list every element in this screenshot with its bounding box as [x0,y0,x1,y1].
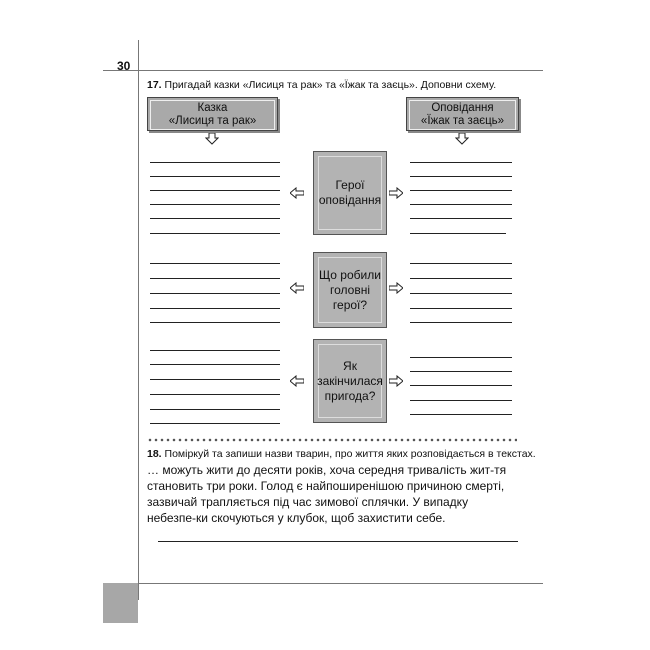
answer-line[interactable] [150,293,280,294]
answer-line[interactable] [150,379,280,380]
heroes-box [313,151,387,235]
task-18-text: Поміркуй та запиши назви тварин, про життя яких розповідається в текстах. [164,448,536,460]
down-arrow-icon [455,133,469,145]
answer-line[interactable] [150,176,280,177]
answer-line[interactable] [150,162,280,163]
footer-rule [138,583,543,584]
answer-line[interactable] [150,190,280,191]
ending-box [313,339,387,423]
answer-line[interactable] [150,423,280,424]
answer-line[interactable] [410,176,512,177]
task-18-paragraph: … можуть жити до десяти років, хоча середня тривалість жит-тя становить три роки. Голод є найпоширенішою причиною смерті, зазвичай трапляється під час зимової сплячки. У випадку небезпе-ки скочуються у клубок, щоб захистити себе. [147,463,507,525]
task-18-heading [147,448,536,460]
answer-line[interactable] [150,364,280,365]
right-title-line1: Оповідання [431,102,494,114]
left-title-box [147,97,278,131]
answer-line[interactable] [410,371,512,372]
answer-line[interactable] [410,357,512,358]
answer-line[interactable] [410,308,512,309]
answer-line[interactable] [150,350,280,351]
answer-line[interactable] [150,322,280,323]
page-number: 30 [117,59,131,73]
answer-line[interactable] [150,233,280,234]
left-title-line1: Казка [197,102,228,114]
task-17-heading [147,79,496,91]
right-arrow-icon [389,187,403,199]
answer-line[interactable] [410,293,512,294]
right-title-line2: «Їжак та заєць» [420,115,505,127]
left-arrow-icon [290,375,304,387]
answer-line[interactable] [410,162,512,163]
answer-line[interactable] [150,218,280,219]
actions-line3: герої? [332,297,368,312]
answer-line[interactable] [150,394,280,395]
page-corner-block [103,583,138,623]
right-arrow-icon [389,282,403,294]
answer-line[interactable] [410,204,512,205]
answer-line[interactable] [410,385,512,386]
answer-line[interactable] [410,400,512,401]
task-18-answer-line[interactable] [158,541,518,542]
right-arrow-icon [389,375,403,387]
answer-line[interactable] [410,233,506,234]
task-17-number: 17. [147,79,162,91]
answer-line[interactable] [150,308,280,309]
ending-line2: закінчилася [317,373,383,388]
right-title-box [406,97,519,131]
answer-line[interactable] [410,414,512,415]
ending-line3: пригода? [324,388,376,403]
task-18-number: 18. [147,448,162,460]
actions-line2: головні [329,282,370,297]
actions-line1: Що робили [319,267,381,282]
ending-line1: Як [343,358,357,373]
answer-line[interactable] [410,190,512,191]
left-title-line2: «Лисиця та рак» [168,115,257,127]
answer-line[interactable] [150,278,280,279]
heroes-line2: оповідання [318,193,382,207]
actions-box [313,252,387,328]
header-rule [103,70,543,71]
section-separator [147,437,517,443]
heroes-line1: Герої [335,178,365,192]
margin-vertical-line [138,40,139,600]
answer-line[interactable] [150,263,280,264]
answer-line[interactable] [410,278,512,279]
down-arrow-icon [205,133,219,145]
answer-line[interactable] [410,263,512,264]
left-arrow-icon [290,282,304,294]
answer-line[interactable] [150,204,280,205]
answer-line[interactable] [410,218,512,219]
answer-line[interactable] [150,409,280,410]
answer-line[interactable] [410,322,512,323]
task-17-text: Пригадай казки «Лисиця та рак» та «Їжак та заєць». Доповни схему. [164,79,497,91]
left-arrow-icon [290,187,304,199]
